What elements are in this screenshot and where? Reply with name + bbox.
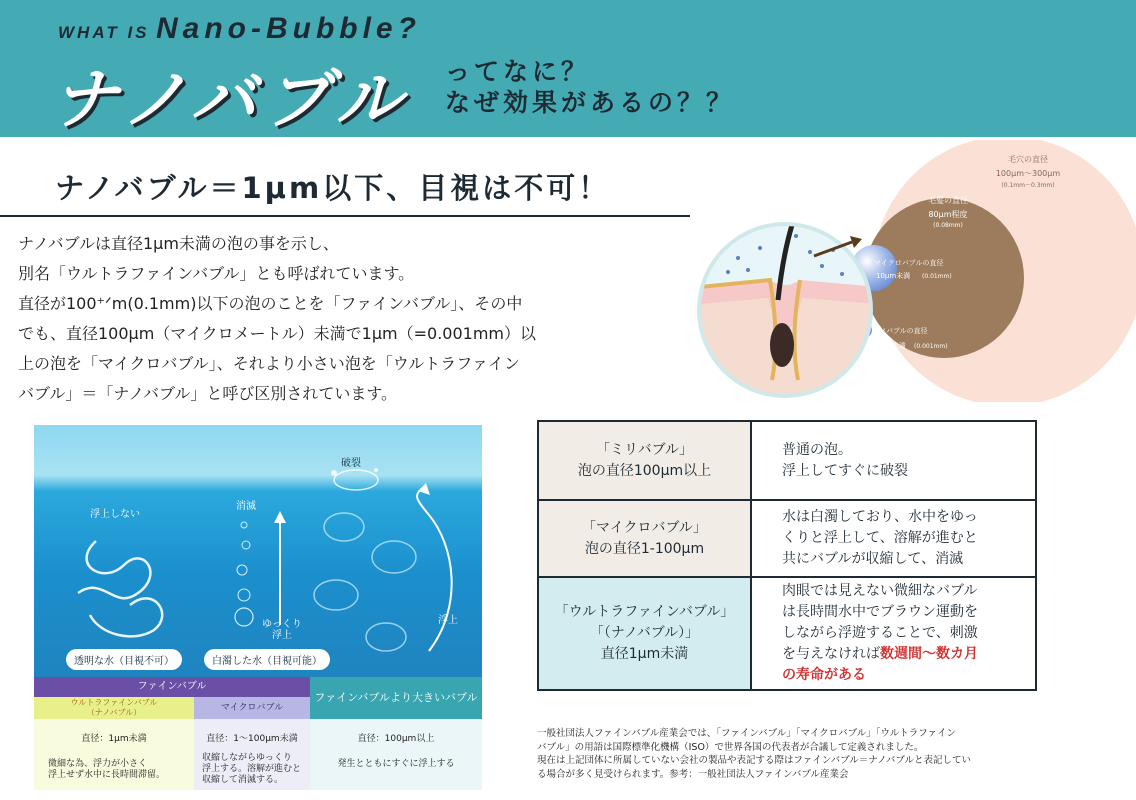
- slow-rise-label-line: 浮上: [271, 630, 292, 641]
- key-line: 「ウルトラファインバブル」: [554, 604, 735, 620]
- lifespan-highlight: の寿命がある: [782, 667, 866, 683]
- row-value-micro-bubble: [751, 500, 1036, 577]
- micro-bubble-header: マイクロバブル: [194, 697, 310, 719]
- what-is-heading: [58, 12, 421, 46]
- intro-paragraph: [18, 229, 608, 409]
- header-banner: [0, 0, 1136, 137]
- page-subtitle: [445, 56, 735, 118]
- row-key-milli-bubble: [538, 421, 751, 500]
- vanish-label: 消滅: [236, 501, 256, 512]
- subtitle-line-2: なぜ効果があるの？？: [445, 88, 736, 117]
- micro-description: [202, 753, 304, 786]
- micro-size: 10μm未満: [876, 272, 911, 280]
- intro-line: バブル」＝「ナノバブル」と呼び区別されています。: [18, 384, 398, 403]
- value-line: 水は白濁しており、水中をゆっ: [782, 509, 978, 525]
- bubble-comparison-table: [537, 420, 1037, 691]
- row-key-ultrafine-bubble: [538, 577, 751, 690]
- ultrafine-description: [48, 759, 188, 781]
- value-text: を与えなければ: [782, 646, 880, 662]
- subtitle-line-1: ってなに？: [445, 57, 591, 86]
- key-line: 「（ナノバブル）」: [589, 625, 700, 641]
- water-illustration: [34, 425, 482, 677]
- large-description-cell: [310, 719, 482, 790]
- large-diameter: 直径：100μm以上: [357, 734, 435, 744]
- description-line: 発生とともにすぐに浮上する: [337, 759, 455, 769]
- clear-water-badge: 透明な水（目視不可）: [66, 649, 182, 670]
- rise-label: 浮上: [438, 615, 458, 626]
- nano-mm: (0.001mm): [914, 343, 948, 350]
- headline: ナノバブル＝1μm以下、目視は不可！: [55, 171, 611, 205]
- slow-rise-label-line: ゆっくり: [262, 619, 302, 630]
- hair-size: 80μm程度: [928, 210, 968, 219]
- value-line: 共にバブルが収縮して、消滅: [782, 551, 964, 567]
- pore-size: 100μm〜300μm: [995, 169, 1061, 178]
- row-value-ultrafine-bubble: [751, 577, 1036, 690]
- hair-label: 毛髪の直径: [928, 196, 968, 205]
- footnote-line: 現在は上記団体に所属していない会社の製品や表記する際はファインバブル＝ナノバブルと表記してい: [537, 755, 971, 766]
- value-line: 肉眼では見えない微細なバブル: [782, 583, 978, 599]
- table-row: [538, 421, 1036, 500]
- description-line: 浮上せず水中に長時間滞留。: [48, 770, 166, 780]
- key-line: 「マイクロバブル」: [582, 519, 707, 536]
- nano-bubble-en-title: Nano-Bubble?: [155, 12, 421, 45]
- skin-cross-section: [690, 198, 890, 402]
- ultrafine-header-line: ウルトラファインバブル: [70, 698, 158, 707]
- ultrafine-header-line: （ナノバブル）: [86, 708, 142, 717]
- description-line: 収縮しながらゆっくり: [202, 753, 292, 763]
- hair-mm: (0.08mm): [933, 222, 963, 229]
- bubble-behavior-illustration: [34, 425, 482, 790]
- large-description: [310, 759, 482, 770]
- nano-size: 1μm未満: [876, 342, 906, 350]
- footnote-line: る場合が多く見受けられます。参考：一般社団法人ファインバブル産業会: [537, 768, 849, 780]
- description-line: 微細な為、浮力が小さく: [48, 759, 148, 769]
- micro-label: マイクロバブルの直径: [874, 259, 944, 267]
- micro-description-cell: [194, 719, 310, 790]
- pore-mm: (0.1mm〜0.3mm): [1001, 182, 1055, 189]
- ultrafine-diameter: 直径：1μm未満: [81, 734, 147, 744]
- key-line: 「ミリバブル」: [595, 441, 694, 458]
- description-line: 収縮して消滅する。: [202, 775, 284, 785]
- ultrafine-description-cell: [34, 719, 194, 790]
- row-key-micro-bubble: [538, 500, 751, 577]
- footnote-line: 一般社団法人ファインバブル産業会では、「ファインバブル」「マイクロバブル」「ウルトラファイン: [537, 728, 957, 739]
- larger-bubble-header: ファインバブルより大きいバブル: [310, 677, 482, 719]
- value-line: 普通の泡。: [782, 441, 852, 458]
- ultrafine-bubble-header: [34, 697, 194, 719]
- value-line: 浮上してすぐに破裂: [782, 462, 908, 479]
- intro-line: 直径が100⁺ᐟm(0.1mm)以下の泡のことを「ファインバブル」、その中: [18, 294, 523, 313]
- micro-diameter: 直径：1〜100μm未満: [206, 734, 298, 744]
- value-line: しながら浮遊することで、刺激: [782, 625, 978, 641]
- burst-label: 破裂: [341, 458, 361, 469]
- key-line: 直径1μm未満: [600, 646, 689, 662]
- value-line: は長時間水中でブラウン運動を: [782, 604, 978, 620]
- row-value-milli-bubble: [751, 421, 1036, 500]
- value-line: [782, 644, 1027, 665]
- micro-mm: (0.01mm): [922, 273, 952, 280]
- intro-line: ナノバブルは直径1μm未満の泡の事を示し、: [18, 234, 339, 253]
- key-line: 泡の直径100μm以上: [577, 462, 712, 479]
- cloudy-water-badge: 白濁した水（目視可能）: [204, 649, 330, 670]
- intro-line: 別名「ウルトラファインバブル」とも呼ばれています。: [18, 264, 415, 283]
- key-line: 泡の直径1-100μm: [584, 540, 705, 557]
- intro-line: 上の泡を「マイクロバブル」、それより小さい泡を「ウルトラファイン: [18, 354, 520, 373]
- lifespan-highlight: 数週間〜数カ月: [880, 646, 978, 662]
- slow-rise-label: [262, 619, 302, 641]
- nano-label: ナノバブルの直径: [873, 327, 928, 335]
- value-line: くりと浮上して、溶解が進むと: [782, 530, 978, 546]
- intro-line: でも、直径100μm（マイクロメートル）未満で1μm（=0.001mm）以: [18, 324, 536, 343]
- page-title: ナノバブル: [52, 61, 410, 138]
- headline-divider: [0, 215, 690, 217]
- no-float-label: 浮上しない: [90, 509, 140, 520]
- fine-bubble-header: ファインバブル: [34, 677, 310, 697]
- table-row: [538, 577, 1036, 690]
- footnote-line: バブル」の用語は国際標準化機構（ISO）で世界各国の代表者が合議して定義されました。: [537, 741, 924, 753]
- description-line: 浮上する。溶解が進むと: [202, 764, 302, 774]
- pore-label: 毛穴の直径: [1008, 155, 1048, 164]
- table-row: [538, 500, 1036, 577]
- what-is-label: WHAT IS: [58, 23, 150, 42]
- water-graphics: [34, 425, 482, 677]
- footnote: [537, 727, 1037, 781]
- bubble-size-diagram: [690, 140, 1136, 402]
